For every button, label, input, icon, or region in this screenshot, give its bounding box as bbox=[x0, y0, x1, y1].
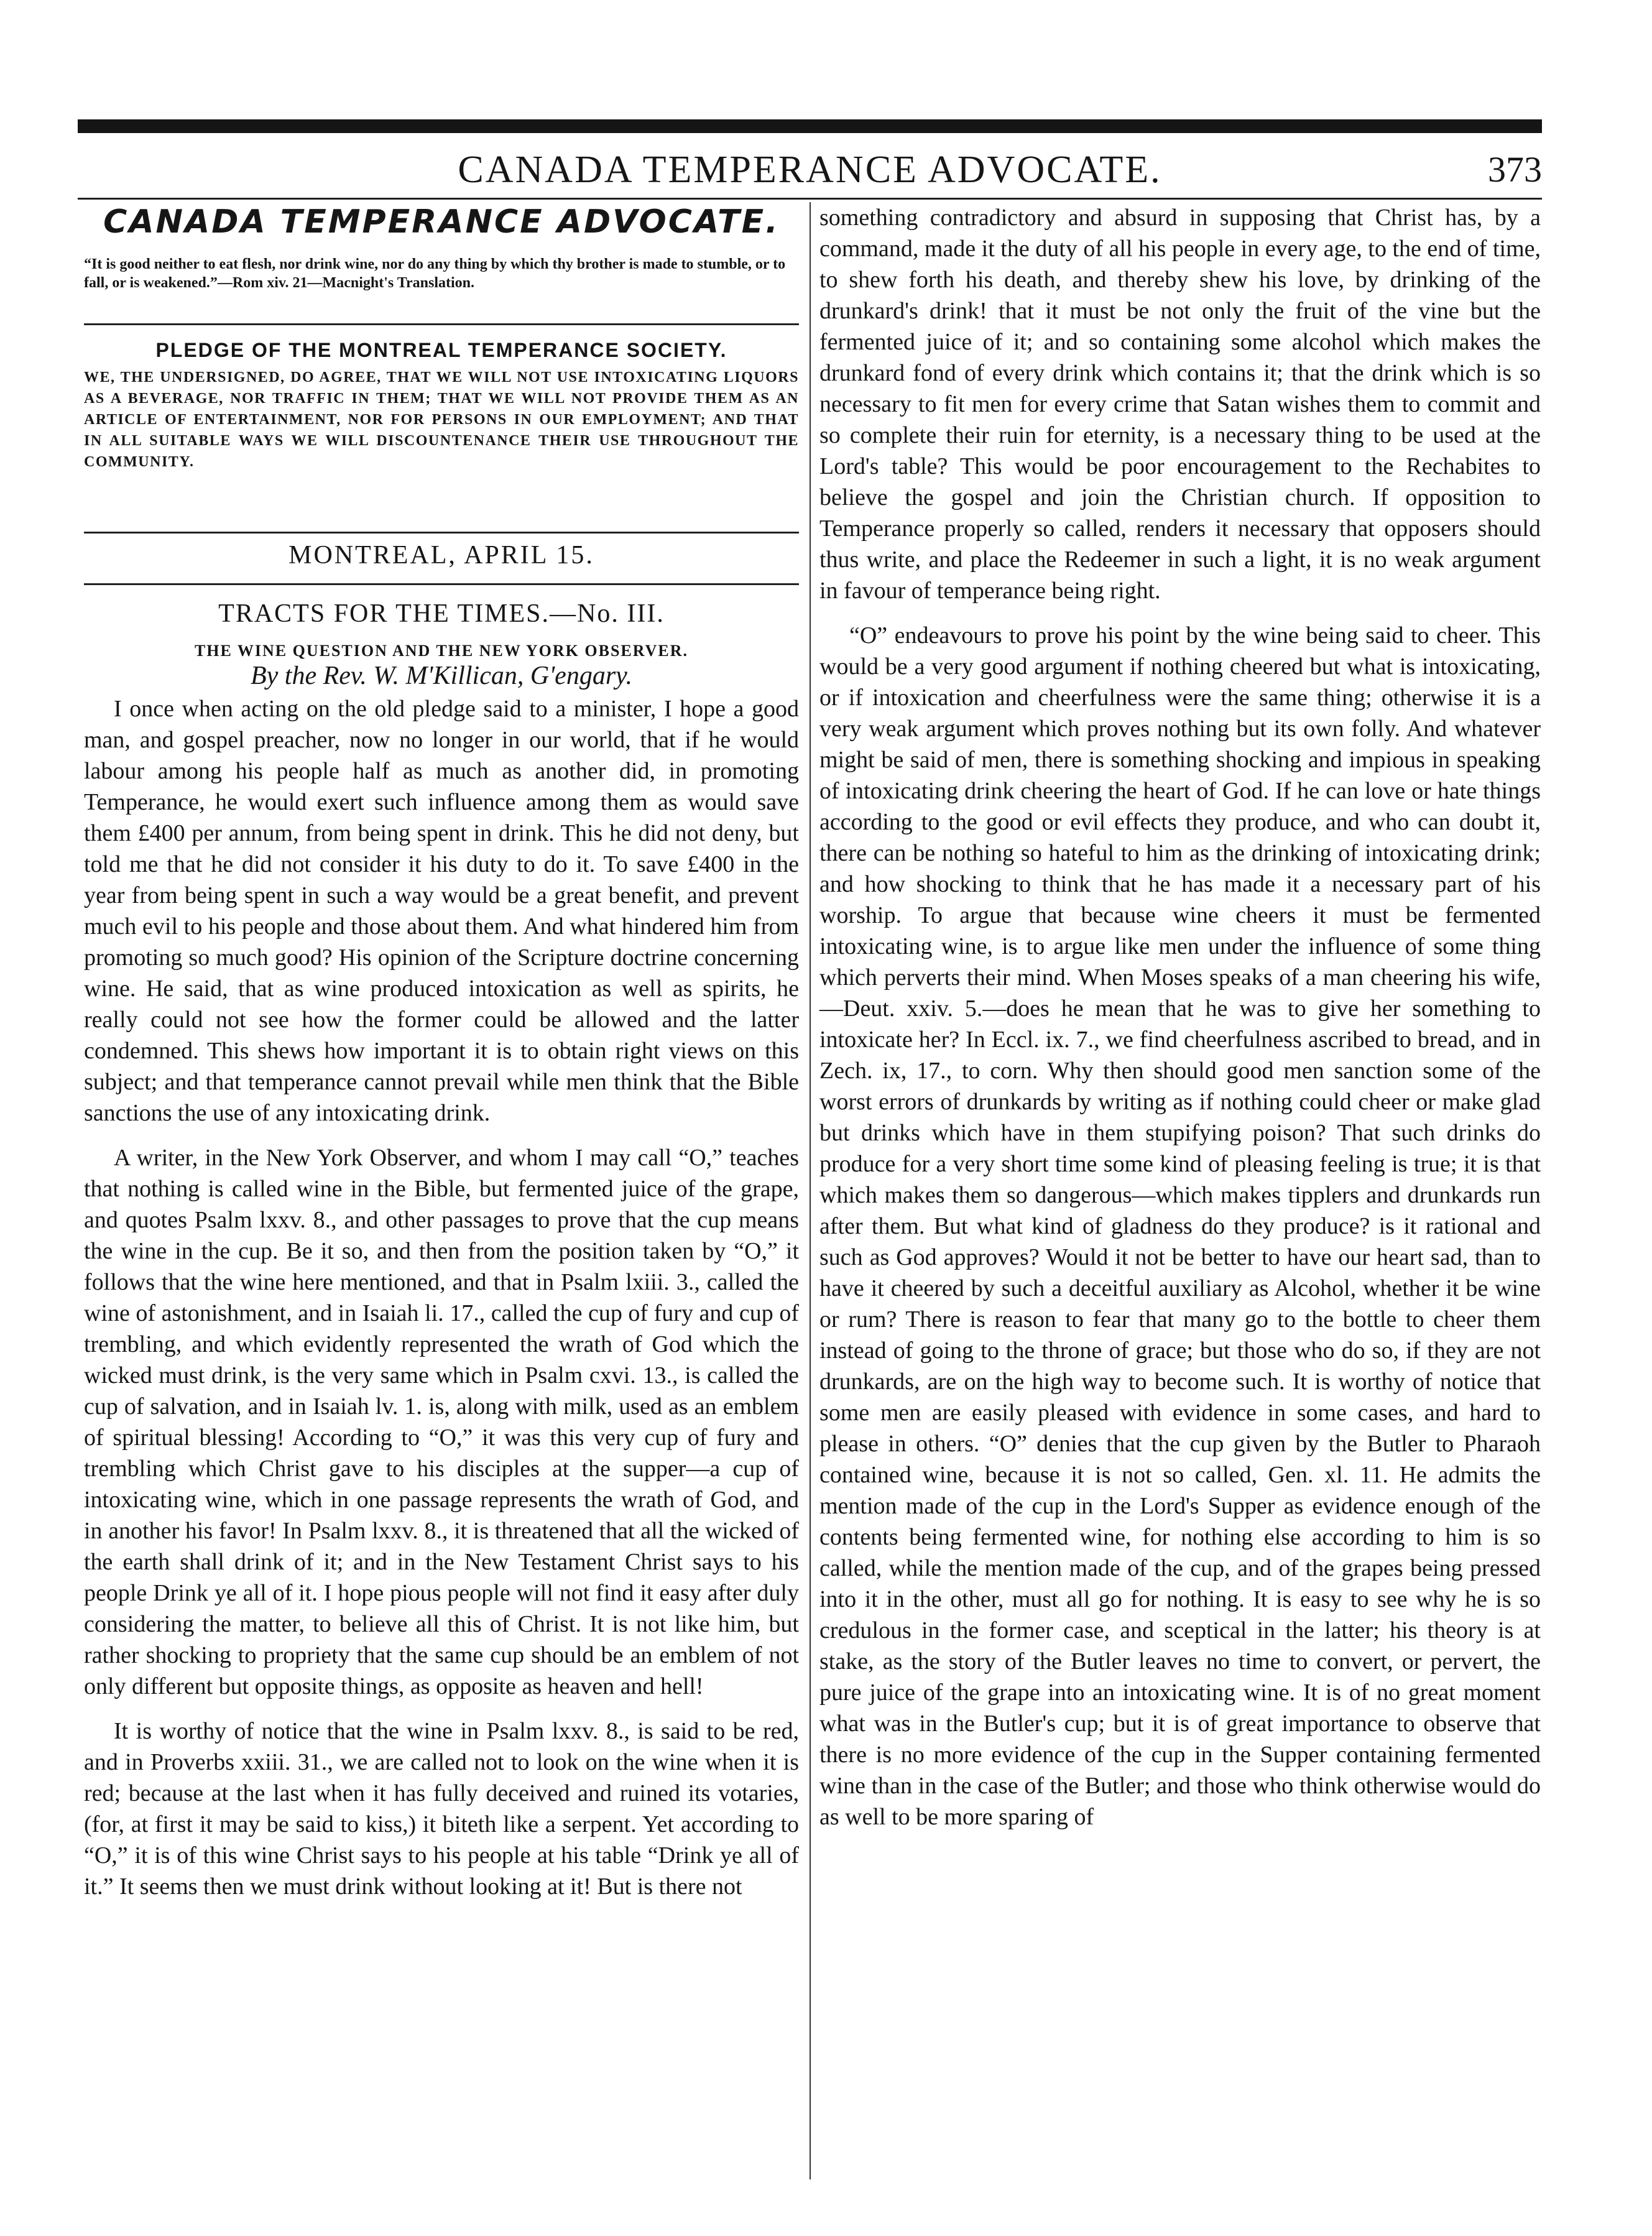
masthead-motto: “It is good neither to eat flesh, nor drink wine, nor do any thing by which thy brother is made to stumble, or to fall, or is weakened.”—Rom xiv. 21—Macnight's Translation. bbox=[84, 256, 786, 291]
right-column-body bbox=[819, 202, 1541, 1846]
header-thick-rule bbox=[78, 119, 1542, 133]
paragraph: something contradictory and absurd in supposing that Christ has, by a command, made it the duty of all his people in every age, to the end of time, to shew forth his death, and thereby shew his love, by drinking of the drunkard's drink! that it must be not only the fruit of the vine but the fermented juice of it; and so containing some alcohol which makes the drunkard fond of every drink which contains it; that the drink which is so necessary to fit men for every crime that Satan wishes them to commit and so complete their ruin for eternity, is a necessary thing to be used at the Lord's table? This would be poor encouragement to the Rechabites to believe the gospel and join the Christian church. If opposition to Temperance properly so called, renders it necessary that opposers should thus write, and place the Redeemer in such a light, it is no weak argument in favour of temperance being right. bbox=[819, 205, 1541, 604]
dateline-top-rule bbox=[84, 532, 799, 534]
page-number: 373 bbox=[1488, 149, 1542, 190]
pledge-title: PLEDGE OF THE MONTREAL TEMPERANCE SOCIETY. bbox=[155, 339, 727, 361]
pledge-text: WE, THE UNDERSIGNED, DO AGREE, THAT WE WILL NOT USE INTOXICATING LIQUORS AS A BEVERAGE, NOR TRAFFIC IN THEM; THAT WE WILL NOT PROVIDE THEM AS AN ARTICLE OF ENTERTAINMENT, NOR FOR PERSONS IN OUR EMPLOYMENT; AND THAT IN ALL SUITABLE WAYS WE WILL DISCOUNTENANCE THEIR USE THROUGHOUT THE COMMUNITY. bbox=[84, 369, 799, 470]
paragraph: A writer, in the New York Observer, and whom I may call “O,” teaches that nothing is called wine in the Bible, but fermented juice of the grape, and quotes Psalm lxxv. 8., and other passages to prove that the cup means the wine in the cup. Be it so, and then from the position taken by “O,” it follows that the wine here mentioned, and that in Psalm lxiii. 3., called the wine of astonishment, and in Isaiah li. 17., called the cup of fury and cup of trembling, and which evidently represented the wrath of God which the wicked must drink, is the very same which in Psalm cxvi. 13., is called the cup of salvation, and in Isaiah lv. 1. is, along with milk, used as an emblem of spiritual blessing! According to “O,” it was this very cup of fury and trembling which Christ gave to his disciples at the supper—a cup of intoxicating wine, which in one passage represents the wrath of God, and in another his favor! In Psalm lxxv. 8., it is threatened that all the wicked of the earth shall drink of it; and in the New Testament Christ says to his people Drink ye all of it. I hope pious people will not find it easy after duly considering the matter, to believe all this of Christ. It is not like him, but rather shocking to propriety that the same cup should be an emblem of not only different but opposite things, as opposite as heaven and hell! bbox=[84, 1145, 799, 1699]
article-byline: By the Rev. W. M'Killican, G'engary. bbox=[251, 662, 632, 690]
article-title: TRACTS FOR THE TIMES.—No. III. bbox=[218, 599, 665, 628]
left-column-body bbox=[84, 693, 799, 1916]
paragraph: I once when acting on the old pledge said to a minister, I hope a good man, and gospel preacher, now no longer in our world, that if he would labour among his people half as much as another did, in promoting Temperance, he would exert such influence among them as would save them £400 per annum, from being spent in drink. This he did not deny, but told me that he did not consider it his duty to do it. To save £400 in the year from being spent in such a way would be a great benefit, and prevent much evil to his people and those about them. And what hindered him from promoting so much good? His opinion of the Scripture doctrine concerning wine. He said, that as wine produced intoxication as well as spirits, he really could not see how the former could be allowed and the latter condemned. This shews how important it is to obtain right views on this subject; and that temperance cannot prevail while men think that the Bible sanctions the use of any intoxicating drink. bbox=[84, 696, 799, 1126]
header-bottom-rule bbox=[78, 198, 1542, 200]
paragraph: It is worthy of notice that the wine in Psalm lxxv. 8., is said to be red, and in Proverbs xxiii. 31., we are called not to look on the wine when it is red; because at the last when it has fully deceived and ruined its votaries, (for, at first it may be said to kiss,) it biteth like a serpent. Yet according to “O,” it is of this wine Christ says to his people at his table “Drink ye all of it.” It seems then we must drink without looking at it! But is there not bbox=[84, 1718, 799, 1900]
masthead-title: CANADA TEMPERANCE ADVOCATE. bbox=[103, 203, 780, 241]
article-subtitle: THE WINE QUESTION AND THE NEW YORK OBSERVER. bbox=[194, 642, 689, 660]
running-title: CANADA TEMPERANCE ADVOCATE. bbox=[458, 149, 1162, 191]
dateline-bottom-rule bbox=[84, 583, 799, 585]
dateline: MONTREAL, APRIL 15. bbox=[288, 541, 594, 570]
motto-rule bbox=[84, 323, 799, 325]
paragraph: “O” endeavours to prove his point by the wine being said to cheer. This would be a very good argument if nothing cheered but what is intoxicating, or if intoxication and cheerfulness were the same thing; otherwise it is a very weak argument which proves nothing but its own folly. And whatever might be said of men, there is something shocking and impious in speaking of intoxicating drink cheering the heart of God. If he can love or hate things according to the good or evil effects they produce, and who can doubt it, there can be nothing so hateful to him as the drinking of intoxicating drink; and how shocking to think that he has made it a necessary part of his worship. To argue that because wine cheers it must be fermented intoxicating wine, is to argue like men under the influence of some thing which perverts their mind. When Moses speaks of a man cheering his wife,—Deut. xxiv. 5.—does he mean that he was to give her something to intoxicate her? In Eccl. ix. 7., we find cheerfulness ascribed to bread, and in Zech. ix, 17., to corn. Why then should good men sanction some of the worst errors of drunkards by writing as if nothing could cheer or make glad but drinks which have in them stupifying poison? That such drinks do produce for a very short time some kind of pleasing feeling is true; it is that which makes them so dangerous—which makes tipplers and drunkards run after them. But what kind of gladness do they produce? is it rational and such as God approves? Would it not be better to have our heart sad, than to have it cheered by such a deceitful auxiliary as Alcohol, whether it be wine or rum? There is reason to fear that many go to the bottle to cheer them instead of going to the throne of grace; but those who do so, if they are not drunkards, are on the high way to become such. It is worthy of notice that some men are easily pleased with evidence in some cases, and hard to please in others. “O” denies that the cup given by the Butler to Pharaoh contained wine, because it is not so called, Gen. xl. 11. He admits the mention made of the cup in the Lord's Supper as evidence enough of the contents being fermented wine, for nothing else according to him is so called, while the mention made of the cup, and of the grapes being pressed into it in the other, must all go for nothing. It is easy to see why he is so credulous in the former case, and sceptical in the latter; his theory is at stake, as the story of the Butler leaves no time to convert, or pervert, the pure juice of the grape into an intoxicating wine. It is of no great moment what was in the Butler's cup; but it is of great importance to observe that there is no more evidence of the cup in the Supper containing fermented wine than in the case of the Butler; and those who think otherwise would do as well to be more sparing of bbox=[819, 622, 1541, 1830]
column-divider bbox=[810, 202, 811, 2179]
